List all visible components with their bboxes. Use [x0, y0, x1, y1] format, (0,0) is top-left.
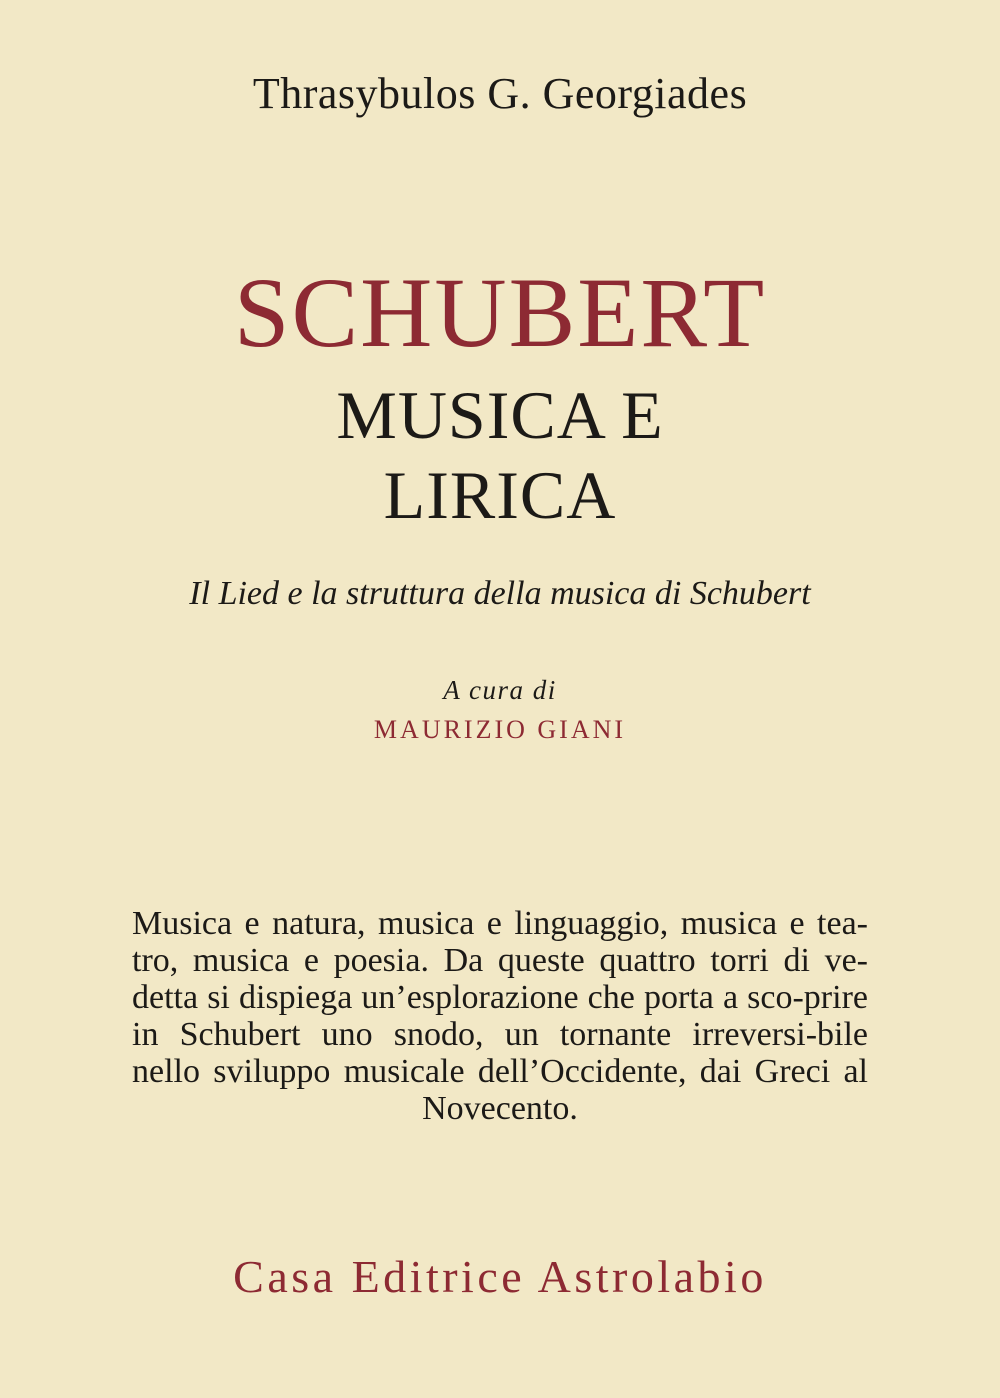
- title-subtitle-block: [0, 375, 1000, 535]
- subtitle: Il Lied e la struttura della musica di Schubert: [189, 575, 811, 612]
- editor-name: MAURIZIO GIANI: [373, 715, 627, 744]
- title-line-3: LIRICA: [383, 457, 617, 533]
- title-line-2: MUSICA E: [336, 377, 664, 453]
- edited-by-label: A cura di: [443, 675, 557, 705]
- publisher-name: Casa Editrice Astrolabio: [233, 1251, 767, 1302]
- author-name: Thrasybulos G. Georgiades: [252, 69, 748, 118]
- title-main: SCHUBERT: [233, 257, 767, 368]
- cover-blurb: Musica e natura, musica e linguaggio, musica e tea-tro, musica e poesia. Da queste quattro torri di ve-detta si dispiega un’esplorazione che porta a sco-prire in Schubert uno snodo, un tornante irreversi-bile nello sviluppo musicale dell’Occidente, dai Greci al Novecento.: [132, 905, 868, 1127]
